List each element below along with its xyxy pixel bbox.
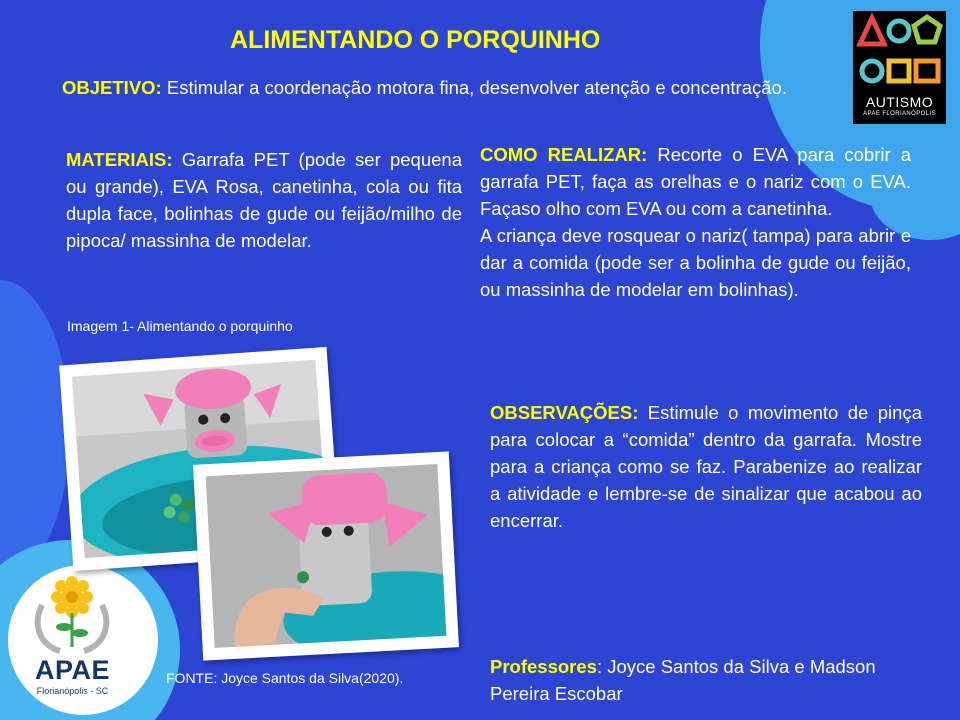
como-realizar-paragraph [480, 141, 911, 303]
page-title: ALIMENTANDO O PORQUINHO [230, 26, 601, 54]
professores-text: : Joyce Santos da Silva e Madson Pereira Escobar [490, 656, 876, 704]
materiais-text: Garrafa PET (pode ser pequena ou grande), EVA Rosa, canetinha, cola ou fita dupla face, bolinhas de gude ou feijão/milho de pipoca/ massinha de modelar. [66, 149, 462, 251]
objetivo-text: Estimular a coordenação motora fina, desenvolver atenção e concentração. [161, 77, 787, 98]
observacoes-label: OBSERVAÇÕES: [490, 402, 639, 423]
apae-logo [20, 575, 140, 710]
autismo-logo [853, 11, 946, 124]
photo-pig-bottle-2 [193, 451, 459, 660]
image-caption: Imagem 1- Alimentando o porquinho [67, 318, 293, 334]
professores-paragraph [490, 653, 930, 707]
apae-logo-text: APAE [34, 655, 110, 685]
image-source: FONTE: Joyce Santos da Silva(2020). [166, 670, 404, 686]
pig-bottle-photo-2-image [206, 464, 447, 648]
como-realizar-label: COMO REALIZAR: [480, 144, 648, 165]
objetivo-label: OBJETIVO: [62, 77, 162, 98]
como-realizar-text: Recorte o EVA para cobrir a garrafa PET, faça as orelhas e o nariz com o EVA. Façaso olho com EVA ou com a canetinha. [480, 144, 912, 219]
apae-logo-subtext: Florianópolis - SC [36, 686, 109, 696]
materiais-label: MATERIAIS: [66, 149, 173, 170]
materiais-paragraph [66, 146, 462, 254]
decor-blob-left [0, 280, 70, 580]
autismo-logo-subtext: APAE FLORIANÓPOLIS [863, 111, 936, 117]
autismo-logo-text: AUTISMO [865, 94, 934, 110]
objetivo-paragraph [62, 74, 808, 101]
autismo-shapes-icon [853, 11, 946, 91]
como-realizar-text-2: A criança deve rosquear o nariz( tampa) para abrir e dar a comida (pode ser a bolinha de gude ou feijão, ou massinha de modelar em bolinhas). [480, 225, 911, 300]
observacoes-paragraph [490, 399, 922, 534]
apae-flower-hands-icon [20, 575, 125, 655]
professores-label: Professores [490, 656, 597, 677]
observacoes-text: Estimule o movimento de pinça para colocar a “comida” dentro da garrafa. Mostre para a criança como se faz. Parabenize ao realizar a atividade e lembre-se de sinalizar que acabou ao encerrar. [490, 402, 922, 531]
